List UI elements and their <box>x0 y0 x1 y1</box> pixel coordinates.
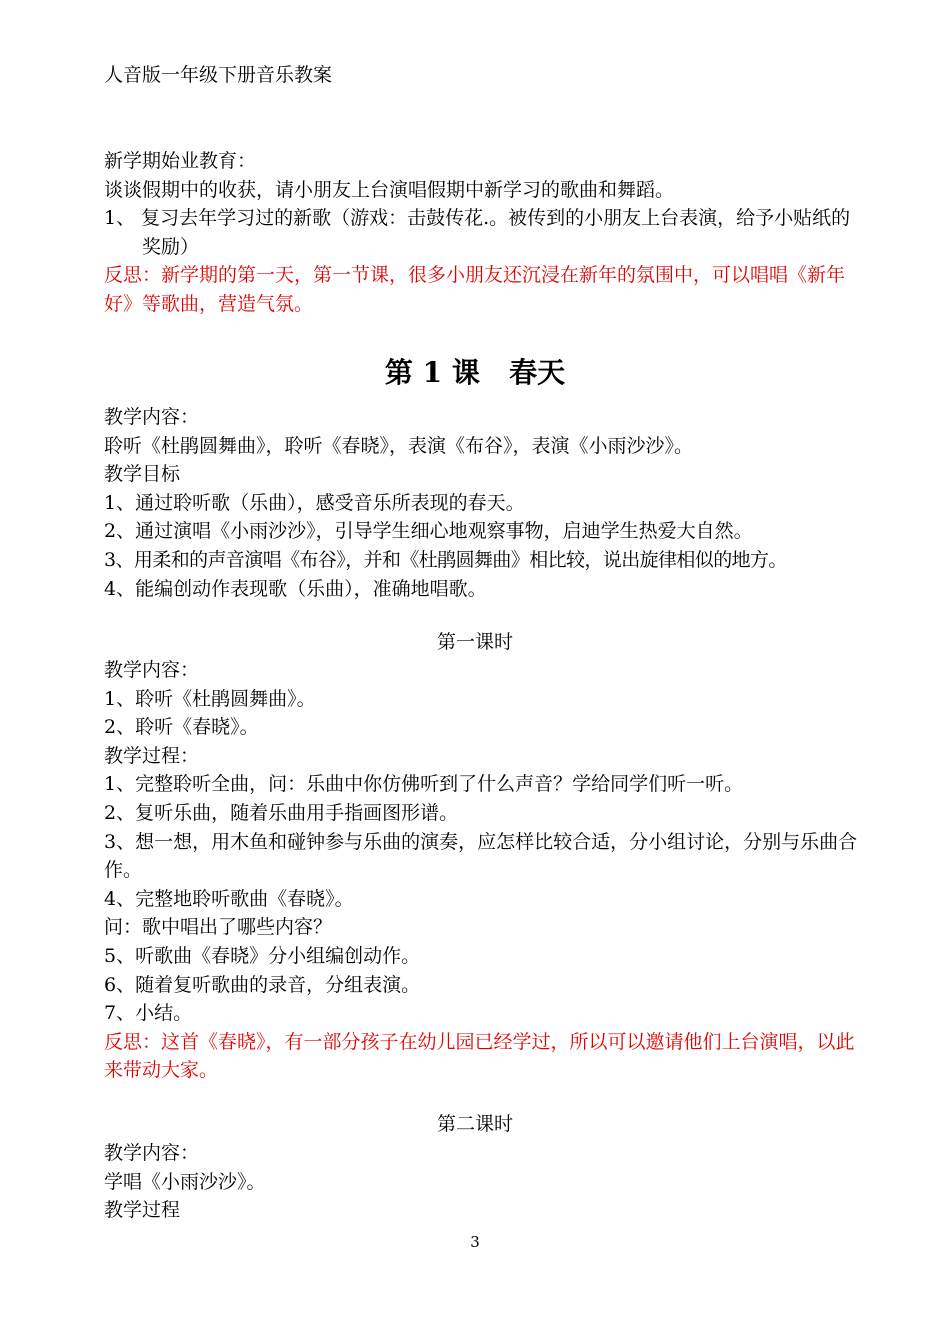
lesson-goals-label: 教学目标 <box>104 463 181 486</box>
session1-step: 4、完整地聆听歌曲《春晓》。 <box>104 887 354 910</box>
page-number: 3 <box>470 1233 480 1251</box>
lesson-goal: 4、能编创动作表现歌（乐曲），准确地唱歌。 <box>104 577 487 600</box>
intro-section <box>104 147 864 319</box>
session1-step: 7、小结。 <box>104 1002 193 1025</box>
lesson-overview <box>104 403 864 603</box>
lesson-goal: 2、通过演唱《小雨沙沙》，引导学生细心地观察事物，启迪学生热爱大自然。 <box>104 520 753 543</box>
intro-reflection: 反思：新学期的第一天，第一节课，很多小朋友还沉浸在新年的氛围中，可以唱唱《新年好》等歌曲，营造气氛。 <box>104 264 846 315</box>
session1-content-item: 1、聆听《杜鹃圆舞曲》。 <box>104 687 316 710</box>
session1-content-label: 教学内容： <box>104 659 200 681</box>
session1-step: 1、完整聆听全曲，问：乐曲中你仿佛听到了什么声音？学给同学们听一听。 <box>104 773 744 796</box>
session2-process-label: 教学过程 <box>104 1199 181 1222</box>
session1-step: 3、想一想，用木鱼和碰钟参与乐曲的演奏，应怎样比较合适，分小组讨论，分别与乐曲合作。 <box>104 830 858 882</box>
lesson-goal: 3、用柔和的声音演唱《布谷》，并和《杜鹃圆舞曲》相比较，说出旋律相似的地方。 <box>104 548 787 571</box>
session2-content-label: 教学内容： <box>104 1142 200 1164</box>
session1-title: 第一课时 <box>436 631 513 653</box>
intro-heading: 新学期始业教育： <box>104 150 257 172</box>
session2-body <box>104 1139 864 1225</box>
intro-item: 1、 复习去年学习过的新歌（游戏：击鼓传花.。被传到的小朋友上台表演，给予小贴纸的奖励） <box>104 207 851 258</box>
page-header: 人音版一年级下册音乐教案 <box>104 64 333 86</box>
lesson-content-label: 教学内容： <box>104 406 200 428</box>
session1-reflection: 反思：这首《春晓》，有一部分孩子在幼儿园已经学过，所以可以邀请他们上台演唱，以此来带动大家。 <box>104 1030 855 1082</box>
session1-process-label: 教学过程： <box>104 744 200 767</box>
session1-body <box>104 656 864 1085</box>
session1-step: 2、复听乐曲，随着乐曲用手指画图形谱。 <box>104 801 459 824</box>
intro-text: 谈谈假期中的收获，请小朋友上台演唱假期中新学习的歌曲和舞蹈。 <box>104 178 675 201</box>
session2-content: 学唱《小雨沙沙》。 <box>104 1170 266 1193</box>
session1-step: 5、听歌曲《春晓》分小组编创动作。 <box>104 944 421 967</box>
lesson-goal: 1、通过聆听歌（乐曲），感受音乐所表现的春天。 <box>104 491 525 514</box>
lesson-title: 第 1 课 春天 <box>384 356 566 389</box>
session2-title: 第二课时 <box>436 1113 513 1135</box>
session1-step: 6、随着复听歌曲的录音，分组表演。 <box>104 973 421 996</box>
lesson-content: 聆听《杜鹃圆舞曲》，聆听《春晓》，表演《布谷》，表演《小雨沙沙》。 <box>104 434 694 457</box>
session1-question: 问：歌中唱出了哪些内容？ <box>104 916 333 939</box>
session1-content-item: 2、聆听《春晓》。 <box>104 716 259 739</box>
